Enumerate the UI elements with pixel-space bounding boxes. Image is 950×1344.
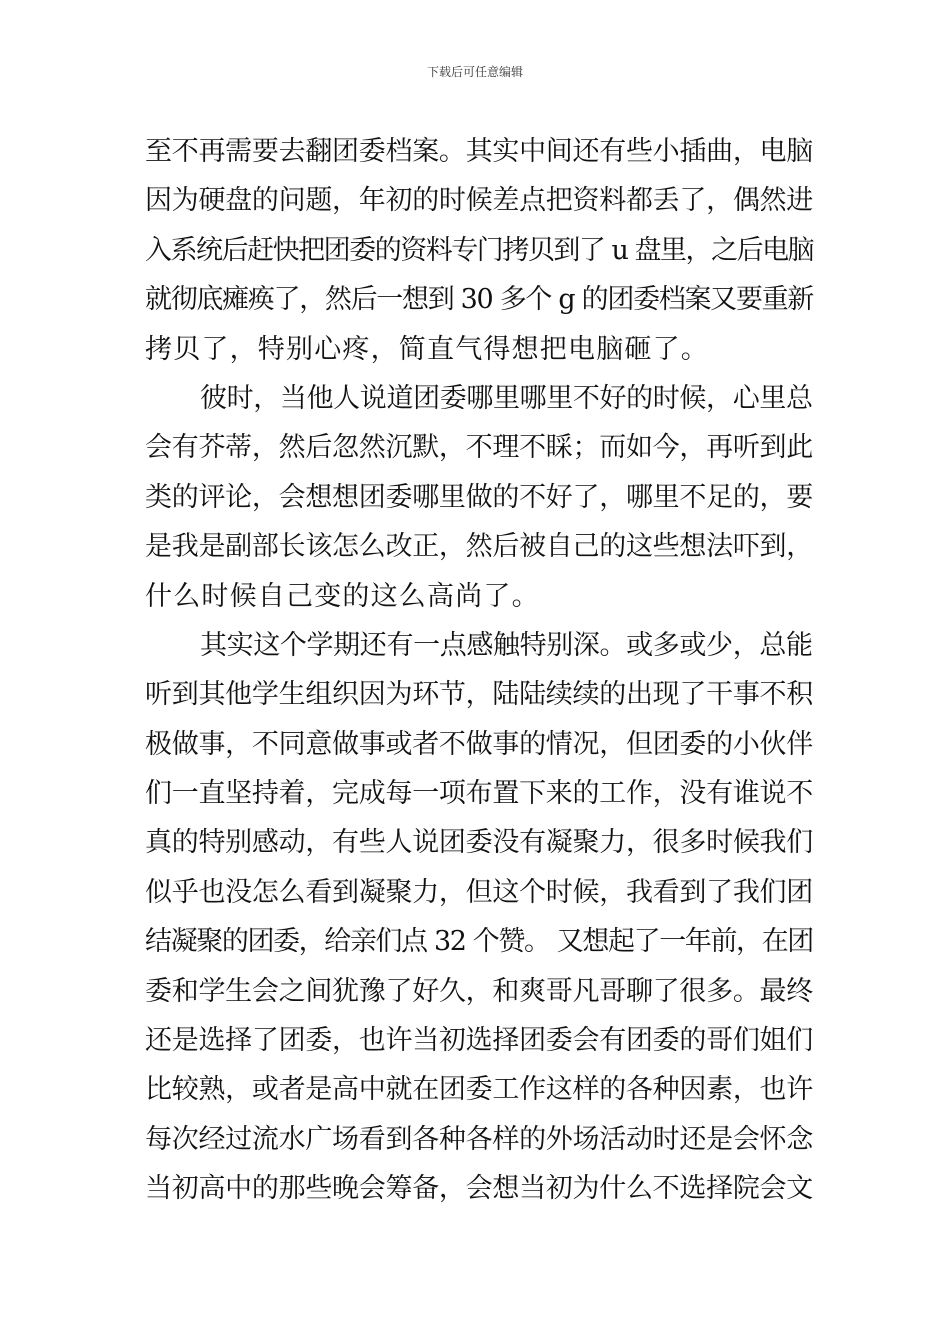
- document-body: [145, 127, 813, 1214]
- text-line: 彼时，当他人说道团委哪里哪里不好的时候，心里总: [200, 382, 813, 414]
- text-line: 听到其他学生组织因为环节，陆陆续续的出现了干事不积: [145, 679, 813, 711]
- text-line: 比较熟，或者是高中就在团委工作这样的各种因素，也许: [145, 1074, 813, 1106]
- text-line: 至不再需要去翻团委档案。其实中间还有些小插曲，电脑: [145, 136, 813, 167]
- text-line: 还是选择了团委，也许当初选择团委会有团委的哥们姐们: [145, 1025, 813, 1057]
- text-line: 们一直坚持着，完成每一项布置下来的工作，没有谁说不: [145, 778, 813, 810]
- page-header: 下载后可任意编辑: [426, 65, 523, 79]
- paragraph: [145, 127, 813, 374]
- text-line: 是我是副部长该怎么改正，然后被自己的这些想法吓到，: [145, 531, 813, 563]
- paragraph: [145, 621, 813, 1214]
- text-line: 类的评论，会想想团委哪里做的不好了，哪里不足的，要: [145, 481, 813, 513]
- text-line: 入系统后赶快把团委的资料专门拷贝到了 u 盘里，之后电脑: [145, 234, 814, 266]
- text-line: 似乎也没怎么看到凝聚力，但这个时候，我看到了我们团: [145, 876, 813, 908]
- text-line: 极做事，不同意做事或者不做事的情况，但团委的小伙伴: [145, 728, 813, 760]
- text-line: 就彻底瘫痪了，然后一想到 30 多个 g 的团委档案又要重新: [145, 284, 813, 316]
- text-line: 因为硬盘的问题，年初的时候差点把资料都丢了，偶然进: [145, 185, 813, 217]
- text-line: 委和学生会之间犹豫了好久，和爽哥凡哥聊了很多。最终: [145, 975, 813, 1007]
- text-line: 当初高中的那些晚会筹备，会想当初为什么不选择院会文: [145, 1173, 813, 1205]
- text-line: 结凝聚的团委，给亲们点 32 个赞。 又想起了一年前，在团: [145, 926, 813, 958]
- text-line: 其实这个学期还有一点感触特别深。或多或少，总能: [200, 629, 813, 661]
- text-line: 拷贝了，特别心疼，简直气得想把电脑砸了。: [145, 333, 709, 365]
- paragraph: [145, 374, 813, 621]
- text-line: 每次经过流水广场看到各种各样的外场活动时还是会怀念: [145, 1123, 813, 1155]
- text-line: 什么时候自己变的这么高尚了。: [145, 580, 540, 612]
- text-line: 会有芥蒂，然后忽然沉默，不理不睬；而如今，再听到此: [145, 432, 813, 464]
- text-line: 真的特别感动，有些人说团委没有凝聚力，很多时候我们: [145, 827, 813, 859]
